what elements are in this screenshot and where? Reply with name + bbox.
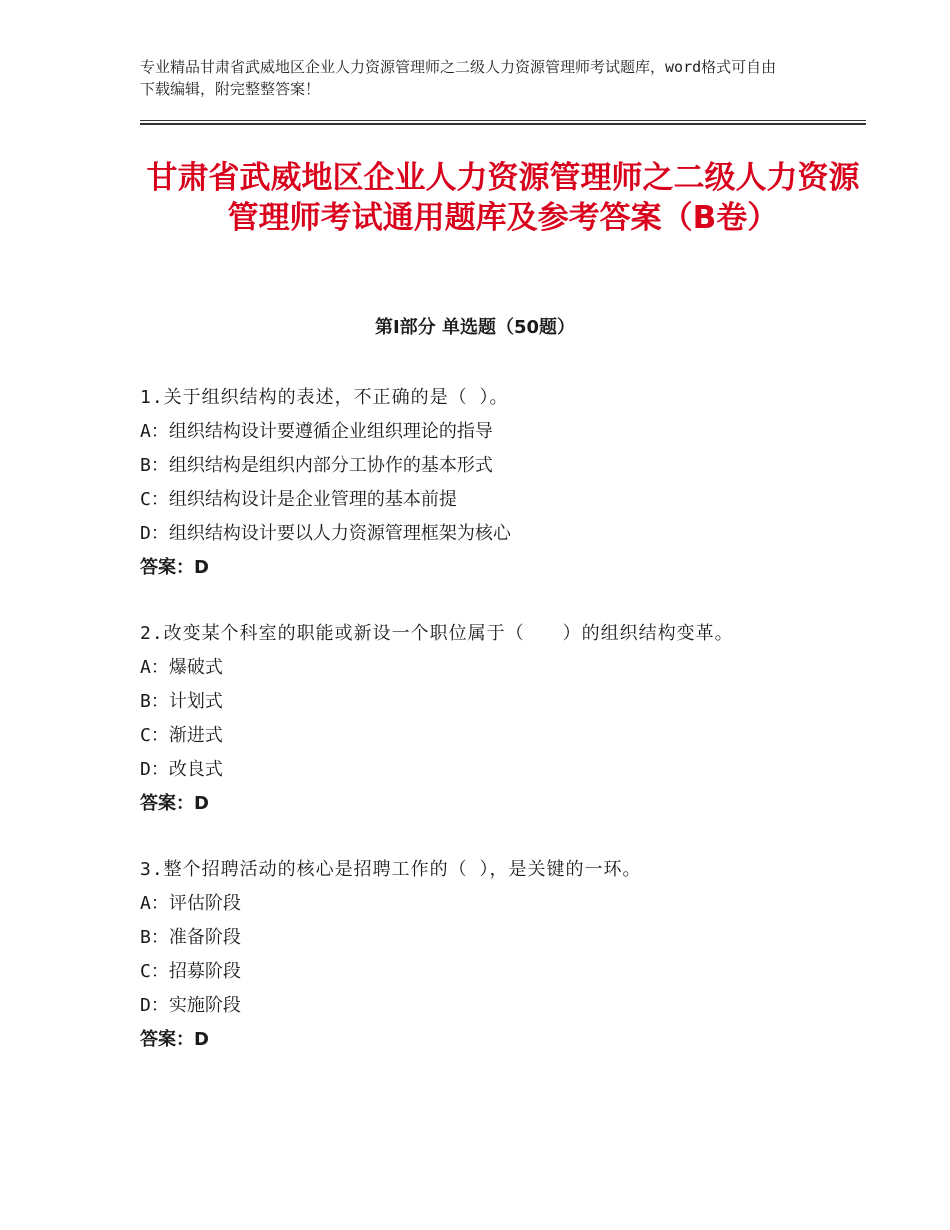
option-a: A：爆破式 [140,657,223,678]
header-divider-thin [140,120,866,121]
question-list [140,381,780,1089]
option-b: B：准备阶段 [140,927,241,948]
question-stem: 2.改变某个科室的职能或新设一个职位属于（ ）的组织结构变革。 [140,623,734,644]
option-b: B：计划式 [140,691,223,712]
answer: 答案：D [140,557,209,578]
option-b: B：组织结构是组织内部分工协作的基本形式 [140,455,493,476]
question-1 [140,381,780,585]
option-c: C：渐进式 [140,725,223,746]
section-title: 第Ⅰ部分 单选题（50题） [374,317,575,338]
option-a: A：评估阶段 [140,893,241,914]
option-c: C：招募阶段 [140,961,241,982]
option-a: A：组织结构设计要遵循企业组织理论的指导 [140,421,493,442]
option-d: D：实施阶段 [140,995,241,1016]
option-d: D：改良式 [140,759,223,780]
question-stem: 1.关于组织结构的表述，不正确的是（ ）。 [140,387,509,408]
answer: 答案：D [140,1029,209,1050]
document-title: 甘肃省武威地区企业人力资源管理师之二级人力资源管理师考试通用题库及参考答案（B卷） [146,160,860,236]
question-2 [140,617,780,821]
header-divider-thick [140,123,866,125]
answer: 答案：D [140,793,209,814]
question-stem: 3.整个招聘活动的核心是招聘工作的（ ），是关键的一环。 [140,859,642,880]
question-3 [140,853,780,1057]
option-d: D：组织结构设计要以人力资源管理框架为核心 [140,523,511,544]
header-note: 专业精品甘肃省武威地区企业人力资源管理师之二级人力资源管理师考试题库，word格式可自由下载编辑，附完整整答案！ [140,58,777,98]
option-c: C：组织结构设计是企业管理的基本前提 [140,489,457,510]
